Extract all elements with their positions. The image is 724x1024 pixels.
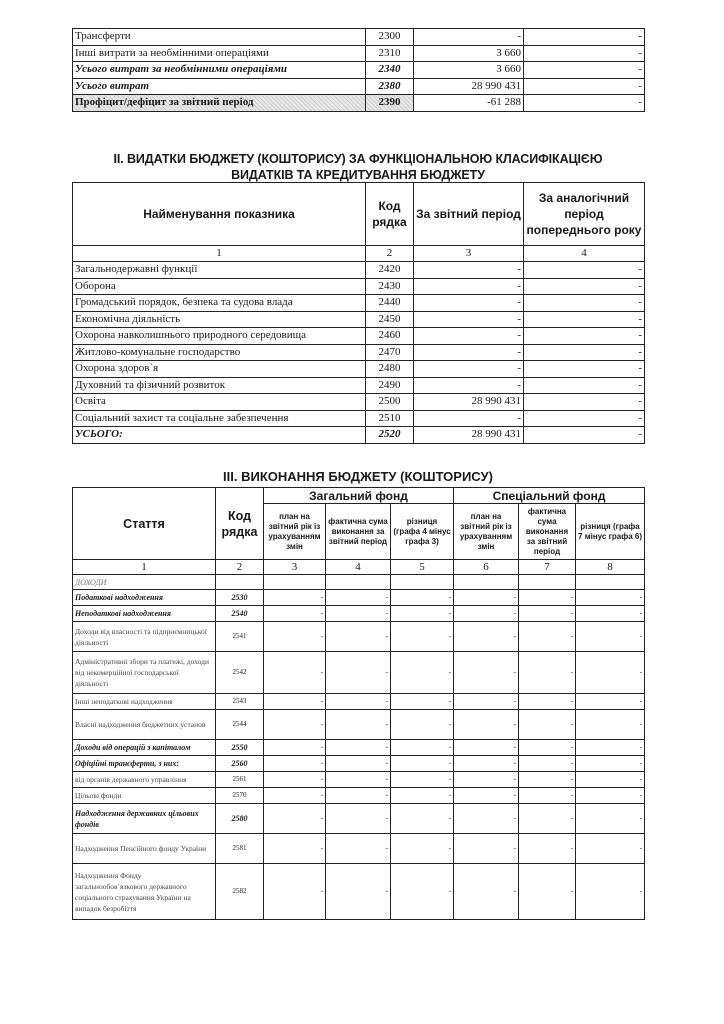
column-number: 8 — [576, 560, 645, 575]
row-name: Освіта — [73, 394, 366, 411]
table-row — [73, 804, 645, 834]
row-value: - — [576, 772, 645, 788]
row-code: 2560 — [216, 756, 264, 772]
row-name: Економічна діяльність — [73, 311, 366, 328]
table-row — [73, 344, 645, 361]
row-value: - — [576, 804, 645, 834]
row-code: 2530 — [216, 590, 264, 606]
row-value: - — [326, 740, 391, 756]
row-name: Усього витрат за необмінними операціями — [73, 62, 366, 79]
table-row — [73, 262, 645, 279]
row-code: 2470 — [366, 344, 414, 361]
column-number: 2 — [216, 560, 264, 575]
row-code: 2540 — [216, 606, 264, 622]
row-value: - — [326, 834, 391, 864]
row-value: - — [264, 834, 326, 864]
row-previous-value: - — [524, 377, 645, 394]
row-previous-value: - — [524, 95, 645, 112]
table-row — [73, 606, 645, 622]
table-row — [73, 410, 645, 427]
row-value: - — [576, 864, 645, 920]
row-current-value: 28 990 431 — [414, 394, 524, 411]
row-value: - — [519, 606, 576, 622]
total-code: 2520 — [366, 427, 414, 444]
table-row — [73, 834, 645, 864]
row-value: - — [264, 710, 326, 740]
row-previous-value: - — [524, 62, 645, 79]
row-name: Інші неподаткові надходження — [73, 694, 216, 710]
row-name: Усього витрат — [73, 78, 366, 95]
row-code: 2450 — [366, 311, 414, 328]
row-code: 2380 — [366, 78, 414, 95]
header-general-fund: Загальний фонд — [264, 488, 454, 504]
row-current-value: - — [414, 295, 524, 312]
total-label: УСЬОГО: — [73, 427, 366, 444]
row-value: - — [519, 834, 576, 864]
column-number: 4 — [524, 246, 645, 262]
row-value: - — [326, 864, 391, 920]
row-value: - — [454, 772, 519, 788]
row-value: - — [391, 788, 454, 804]
section-3-title: III. ВИКОНАННЯ БЮДЖЕТУ (КОШТОРИСУ) — [223, 469, 493, 484]
row-value: - — [326, 652, 391, 694]
row-previous-value: - — [524, 361, 645, 378]
total-previous: - — [524, 427, 645, 444]
table-row — [73, 694, 645, 710]
row-current-value: 3 660 — [414, 45, 524, 62]
row-current-value: -61 288 — [414, 95, 524, 112]
section-2-title-line2: ВИДАТКІВ ТА КРЕДИТУВАННЯ БЮДЖЕТУ — [231, 168, 485, 182]
row-value: - — [576, 756, 645, 772]
table-row — [73, 864, 645, 920]
header-special-plan: план на звітний рік із урахуванням змін — [454, 504, 519, 560]
row-value: - — [576, 606, 645, 622]
row-value: - — [264, 652, 326, 694]
row-previous-value: - — [524, 78, 645, 95]
row-value: - — [326, 606, 391, 622]
row-code: 2480 — [366, 361, 414, 378]
row-value: - — [454, 804, 519, 834]
row-value: - — [576, 652, 645, 694]
row-current-value: - — [414, 410, 524, 427]
table-row — [73, 361, 645, 378]
table-row — [73, 756, 645, 772]
table-row — [73, 652, 645, 694]
header-general-difference: різниця (графа 4 мінус графа 3) — [391, 504, 454, 560]
row-value: - — [391, 694, 454, 710]
table-row — [73, 394, 645, 411]
row-value: - — [264, 606, 326, 622]
column-number: 6 — [454, 560, 519, 575]
table-row — [73, 772, 645, 788]
row-value: - — [326, 756, 391, 772]
header-current-period: За звітний період — [414, 183, 524, 246]
row-value: - — [391, 772, 454, 788]
row-current-value: 28 990 431 — [414, 78, 524, 95]
row-name: Оборона — [73, 278, 366, 295]
row-code: 2581 — [216, 834, 264, 864]
row-value: - — [454, 864, 519, 920]
row-value: - — [264, 622, 326, 652]
table-row — [73, 278, 645, 295]
row-value: - — [264, 804, 326, 834]
row-value: - — [326, 622, 391, 652]
row-code: 2582 — [216, 864, 264, 920]
row-value: - — [519, 740, 576, 756]
row-current-value: - — [414, 278, 524, 295]
table-row — [73, 590, 645, 606]
total-row — [73, 427, 645, 444]
functional-expenditures-table — [72, 182, 645, 444]
row-value: - — [326, 590, 391, 606]
header-article: Стаття — [73, 488, 216, 560]
row-value: - — [454, 652, 519, 694]
header-special-difference: різниця (графа 7 мінус графа 6) — [576, 504, 645, 560]
row-value: - — [519, 756, 576, 772]
column-number: 1 — [73, 560, 216, 575]
row-value: - — [391, 756, 454, 772]
row-name: Духовний та фізичний розвиток — [73, 377, 366, 394]
row-code: 2430 — [366, 278, 414, 295]
row-value: - — [264, 740, 326, 756]
row-name: Офіційні трансферти, з них: — [73, 756, 216, 772]
row-value: - — [576, 710, 645, 740]
row-current-value: - — [414, 377, 524, 394]
table-row — [73, 740, 645, 756]
section-2-title-line1: II. ВИДАТКИ БЮДЖЕТУ (КОШТОРИСУ) ЗА ФУНКЦІОНАЛЬНОЮ КЛАСИФІКАЦІЄЮ — [113, 152, 603, 166]
row-value: - — [391, 652, 454, 694]
table-row — [73, 710, 645, 740]
row-current-value: - — [414, 29, 524, 46]
row-name: Податкові надходження — [73, 590, 216, 606]
row-code: 2390 — [366, 95, 414, 112]
row-previous-value: - — [524, 311, 645, 328]
row-name: Трансферти — [73, 29, 366, 46]
row-current-value: - — [414, 311, 524, 328]
row-code: 2543 — [216, 694, 264, 710]
row-value: - — [264, 788, 326, 804]
header-special-actual: фактична сума виконання за звітний період — [519, 504, 576, 560]
header-general-plan: план на звітний рік із урахуванням змін — [264, 504, 326, 560]
row-value: - — [391, 622, 454, 652]
row-code: 2490 — [366, 377, 414, 394]
row-name: Надходження державних цільових фондів — [73, 804, 216, 834]
column-number: 7 — [519, 560, 576, 575]
row-name: Надходження Пенсійного фонду України — [73, 834, 216, 864]
row-code: 2570 — [216, 788, 264, 804]
table-row — [73, 328, 645, 345]
row-name: Охорона навколишнього природного середовища — [73, 328, 366, 345]
row-value: - — [454, 756, 519, 772]
row-current-value: 3 660 — [414, 62, 524, 79]
row-value: - — [576, 590, 645, 606]
total-current: 28 990 431 — [414, 427, 524, 444]
row-value: - — [454, 710, 519, 740]
row-code: 2420 — [366, 262, 414, 279]
row-code: 2440 — [366, 295, 414, 312]
row-value: - — [391, 710, 454, 740]
table-row — [73, 45, 645, 62]
row-code: 2541 — [216, 622, 264, 652]
row-value: - — [519, 710, 576, 740]
row-code: 2544 — [216, 710, 264, 740]
row-value: - — [326, 710, 391, 740]
header-special-fund: Спеціальний фонд — [454, 488, 645, 504]
row-value: - — [519, 788, 576, 804]
row-name: Власні надходження бюджетних установ — [73, 710, 216, 740]
row-name: Профіцит/дефіцит за звітний період — [73, 95, 366, 112]
row-name: Доходи від власності та підприємницької діяльності — [73, 622, 216, 652]
group-row-income — [73, 575, 645, 590]
row-previous-value: - — [524, 29, 645, 46]
row-value: - — [519, 590, 576, 606]
row-value: - — [326, 788, 391, 804]
row-code: 2310 — [366, 45, 414, 62]
row-name: Громадський порядок, безпека та судова влада — [73, 295, 366, 312]
row-current-value: - — [414, 361, 524, 378]
row-value: - — [576, 834, 645, 864]
row-name: Надходження Фонду загальнообов`язкового державного соціального страхування України на випадок безробіття — [73, 864, 216, 920]
table-row — [73, 29, 645, 46]
row-name: від органів державного управління — [73, 772, 216, 788]
row-value: - — [391, 834, 454, 864]
row-value: - — [454, 622, 519, 652]
row-code: 2580 — [216, 804, 264, 834]
table-row — [73, 377, 645, 394]
row-value: - — [264, 590, 326, 606]
column-number: 1 — [73, 246, 366, 262]
row-previous-value: - — [524, 394, 645, 411]
header-row-code: Код рядка — [366, 183, 414, 246]
row-code: 2542 — [216, 652, 264, 694]
row-code: 2550 — [216, 740, 264, 756]
row-value: - — [454, 606, 519, 622]
row-name: Охорона здоров`я — [73, 361, 366, 378]
row-value: - — [264, 864, 326, 920]
row-value: - — [391, 740, 454, 756]
row-value: - — [391, 804, 454, 834]
row-value: - — [519, 772, 576, 788]
row-value: - — [264, 772, 326, 788]
row-value: - — [264, 694, 326, 710]
row-name: Житлово-комунальне господарство — [73, 344, 366, 361]
budget-execution-table — [72, 487, 645, 920]
row-code: 2510 — [366, 410, 414, 427]
row-value: - — [454, 834, 519, 864]
row-name: Інші витрати за необмінними операціями — [73, 45, 366, 62]
row-previous-value: - — [524, 410, 645, 427]
row-current-value: - — [414, 262, 524, 279]
row-value: - — [576, 694, 645, 710]
row-current-value: - — [414, 344, 524, 361]
row-name: Неподаткові надходження — [73, 606, 216, 622]
row-value: - — [519, 622, 576, 652]
row-name: Соціальний захист та соціальне забезпечення — [73, 410, 366, 427]
row-name: Доходи від операцій з капіталом — [73, 740, 216, 756]
row-previous-value: - — [524, 262, 645, 279]
row-code: 2300 — [366, 29, 414, 46]
row-value: - — [391, 864, 454, 920]
row-code: 2561 — [216, 772, 264, 788]
row-value: - — [326, 694, 391, 710]
row-value: - — [576, 788, 645, 804]
row-value: - — [519, 864, 576, 920]
header-indicator-name: Найменування показника — [73, 183, 366, 246]
row-value: - — [454, 740, 519, 756]
row-code: 2340 — [366, 62, 414, 79]
group-label: ДОХОДИ — [73, 575, 216, 590]
table-row — [73, 788, 645, 804]
header-row-code: Код рядка — [216, 488, 264, 560]
row-previous-value: - — [524, 328, 645, 345]
row-value: - — [264, 756, 326, 772]
row-value: - — [454, 590, 519, 606]
section-2-title — [72, 151, 644, 183]
row-value: - — [391, 590, 454, 606]
column-number: 3 — [414, 246, 524, 262]
column-number: 3 — [264, 560, 326, 575]
table-row — [73, 295, 645, 312]
table-row — [73, 622, 645, 652]
table-row — [73, 78, 645, 95]
row-value: - — [326, 804, 391, 834]
column-number: 4 — [326, 560, 391, 575]
row-value: - — [519, 694, 576, 710]
table-row — [73, 95, 645, 112]
table-row — [73, 311, 645, 328]
row-value: - — [454, 694, 519, 710]
row-name: Загальнодержавні функції — [73, 262, 366, 279]
row-previous-value: - — [524, 278, 645, 295]
row-previous-value: - — [524, 295, 645, 312]
row-previous-value: - — [524, 344, 645, 361]
row-current-value: - — [414, 328, 524, 345]
row-value: - — [519, 804, 576, 834]
row-previous-value: - — [524, 45, 645, 62]
column-number: 5 — [391, 560, 454, 575]
header-previous-period: За аналогічний період попереднього року — [524, 183, 645, 246]
row-value: - — [576, 740, 645, 756]
row-code: 2500 — [366, 394, 414, 411]
row-value: - — [326, 772, 391, 788]
row-value: - — [576, 622, 645, 652]
header-general-actual: фактична сума виконання за звітний період — [326, 504, 391, 560]
row-value: - — [519, 652, 576, 694]
row-name: Адміністративні збори та платежі, доходи від некомерційної господарської діяльності — [73, 652, 216, 694]
table-row — [73, 62, 645, 79]
row-code: 2460 — [366, 328, 414, 345]
row-name: Цільові фонди — [73, 788, 216, 804]
column-number: 2 — [366, 246, 414, 262]
row-value: - — [391, 606, 454, 622]
row-value: - — [454, 788, 519, 804]
expenses-table — [72, 28, 645, 112]
